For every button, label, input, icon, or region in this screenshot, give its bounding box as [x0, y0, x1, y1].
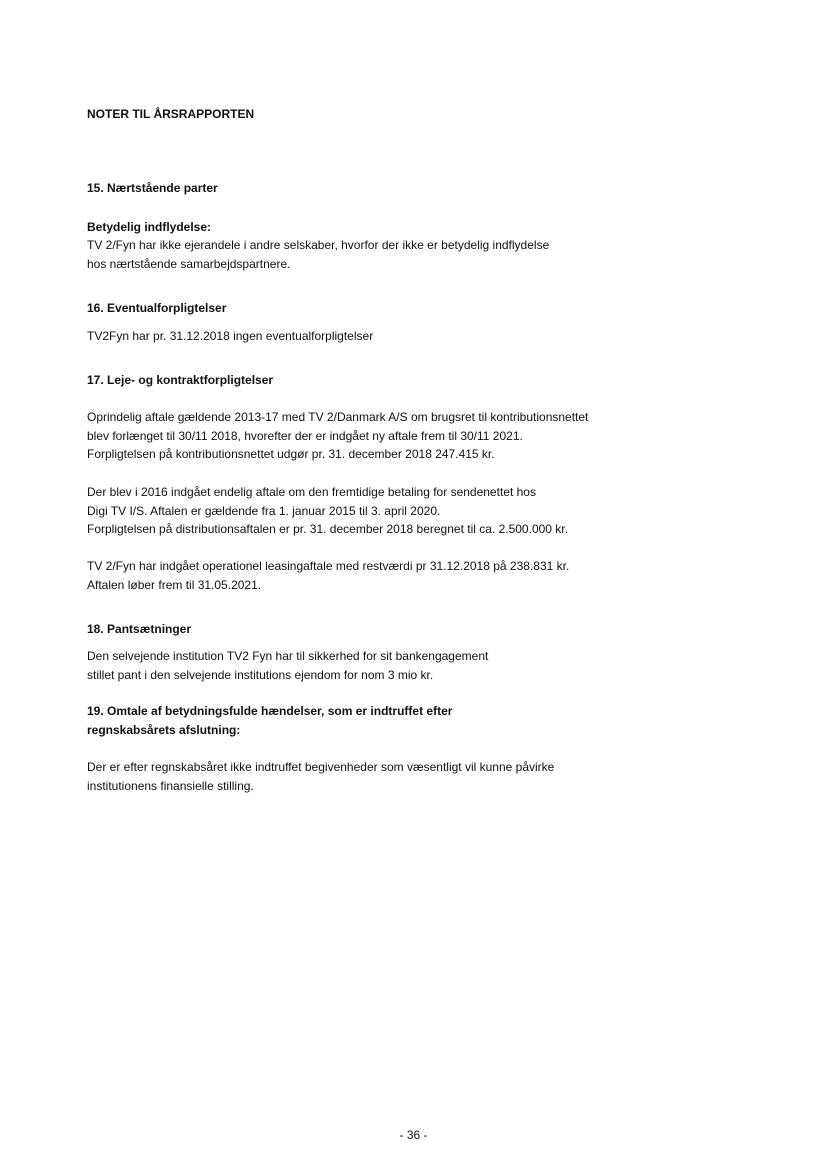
- note-19-body: [87, 758, 687, 795]
- text-line: Aftalen løber frem til 31.05.2021.: [87, 577, 262, 592]
- text-line: Der er efter regnskabsåret ikke indtruffet begivenheder som væsentligt vil kunne påvirke: [87, 760, 555, 774]
- text-line: Digi TV I/S. Aftalen er gældende fra 1. januar 2015 til 3. april 2020.: [87, 503, 441, 518]
- text-line: Der blev i 2016 indgået endelig aftale om den fremtidige betaling for sendenettet hos: [87, 485, 536, 499]
- note-18-body: [87, 647, 687, 684]
- note-15-body: [87, 236, 687, 273]
- note-15-subheading: Betydelig indflydelse:: [87, 220, 212, 234]
- text-line: Forpligtelsen på distributionsaftalen er pr. 31. december 2018 beregnet til ca. 2.500.000 kr.: [87, 522, 568, 536]
- text-line: hos nærtstående samarbejdspartnere.: [87, 256, 291, 271]
- text-line: institutionens finansielle stilling.: [87, 778, 254, 793]
- text-line: blev forlænget til 30/11 2018, hvorefter der er indgået ny aftale frem til 30/11 2021.: [87, 428, 523, 443]
- note-17-paragraph-3: [87, 557, 687, 594]
- heading-line: regnskabsårets afslutning:: [87, 723, 241, 737]
- text-line: Den selvejende institution TV2 Fyn har til sikkerhed for sit bankengagement: [87, 649, 489, 663]
- page-number: - 36 -: [399, 1128, 428, 1142]
- note-17-paragraph-2: [87, 483, 687, 539]
- note-17-heading: 17. Leje- og kontraktforpligtelser: [87, 373, 274, 387]
- text-line: TV 2/Fyn har indgået operationel leasingaftale med restværdi pr 31.12.2018 på 238.831 kr.: [87, 559, 570, 573]
- note-19-heading: [87, 702, 687, 740]
- text-line: stillet pant i den selvejende institutions ejendom for nom 3 mio kr.: [87, 667, 434, 682]
- text-line: Forpligtelsen på kontributionsnettet udgør pr. 31. december 2018 247.415 kr.: [87, 447, 495, 461]
- note-16-body: [87, 327, 687, 346]
- note-16-heading: 16. Eventualforpligtelser: [87, 301, 227, 315]
- document-header: NOTER TIL ÅRSRAPPORTEN: [87, 107, 255, 121]
- note-18-heading: 18. Pantsætninger: [87, 622, 192, 636]
- text-line: TV2Fyn har pr. 31.12.2018 ingen eventualforpligtelser: [87, 329, 374, 343]
- text-line: TV 2/Fyn har ikke ejerandele i andre selskaber, hvorfor der ikke er betydelig indflydelse: [87, 238, 550, 252]
- note-15-heading: 15. Nærtstående parter: [87, 181, 218, 195]
- note-17-paragraph-1: [87, 408, 687, 464]
- text-line: Oprindelig aftale gældende 2013-17 med TV 2/Danmark A/S om brugsret til kontributionsnettet: [87, 410, 589, 424]
- heading-line: 19. Omtale af betydningsfulde hændelser, som er indtruffet efter: [87, 704, 453, 718]
